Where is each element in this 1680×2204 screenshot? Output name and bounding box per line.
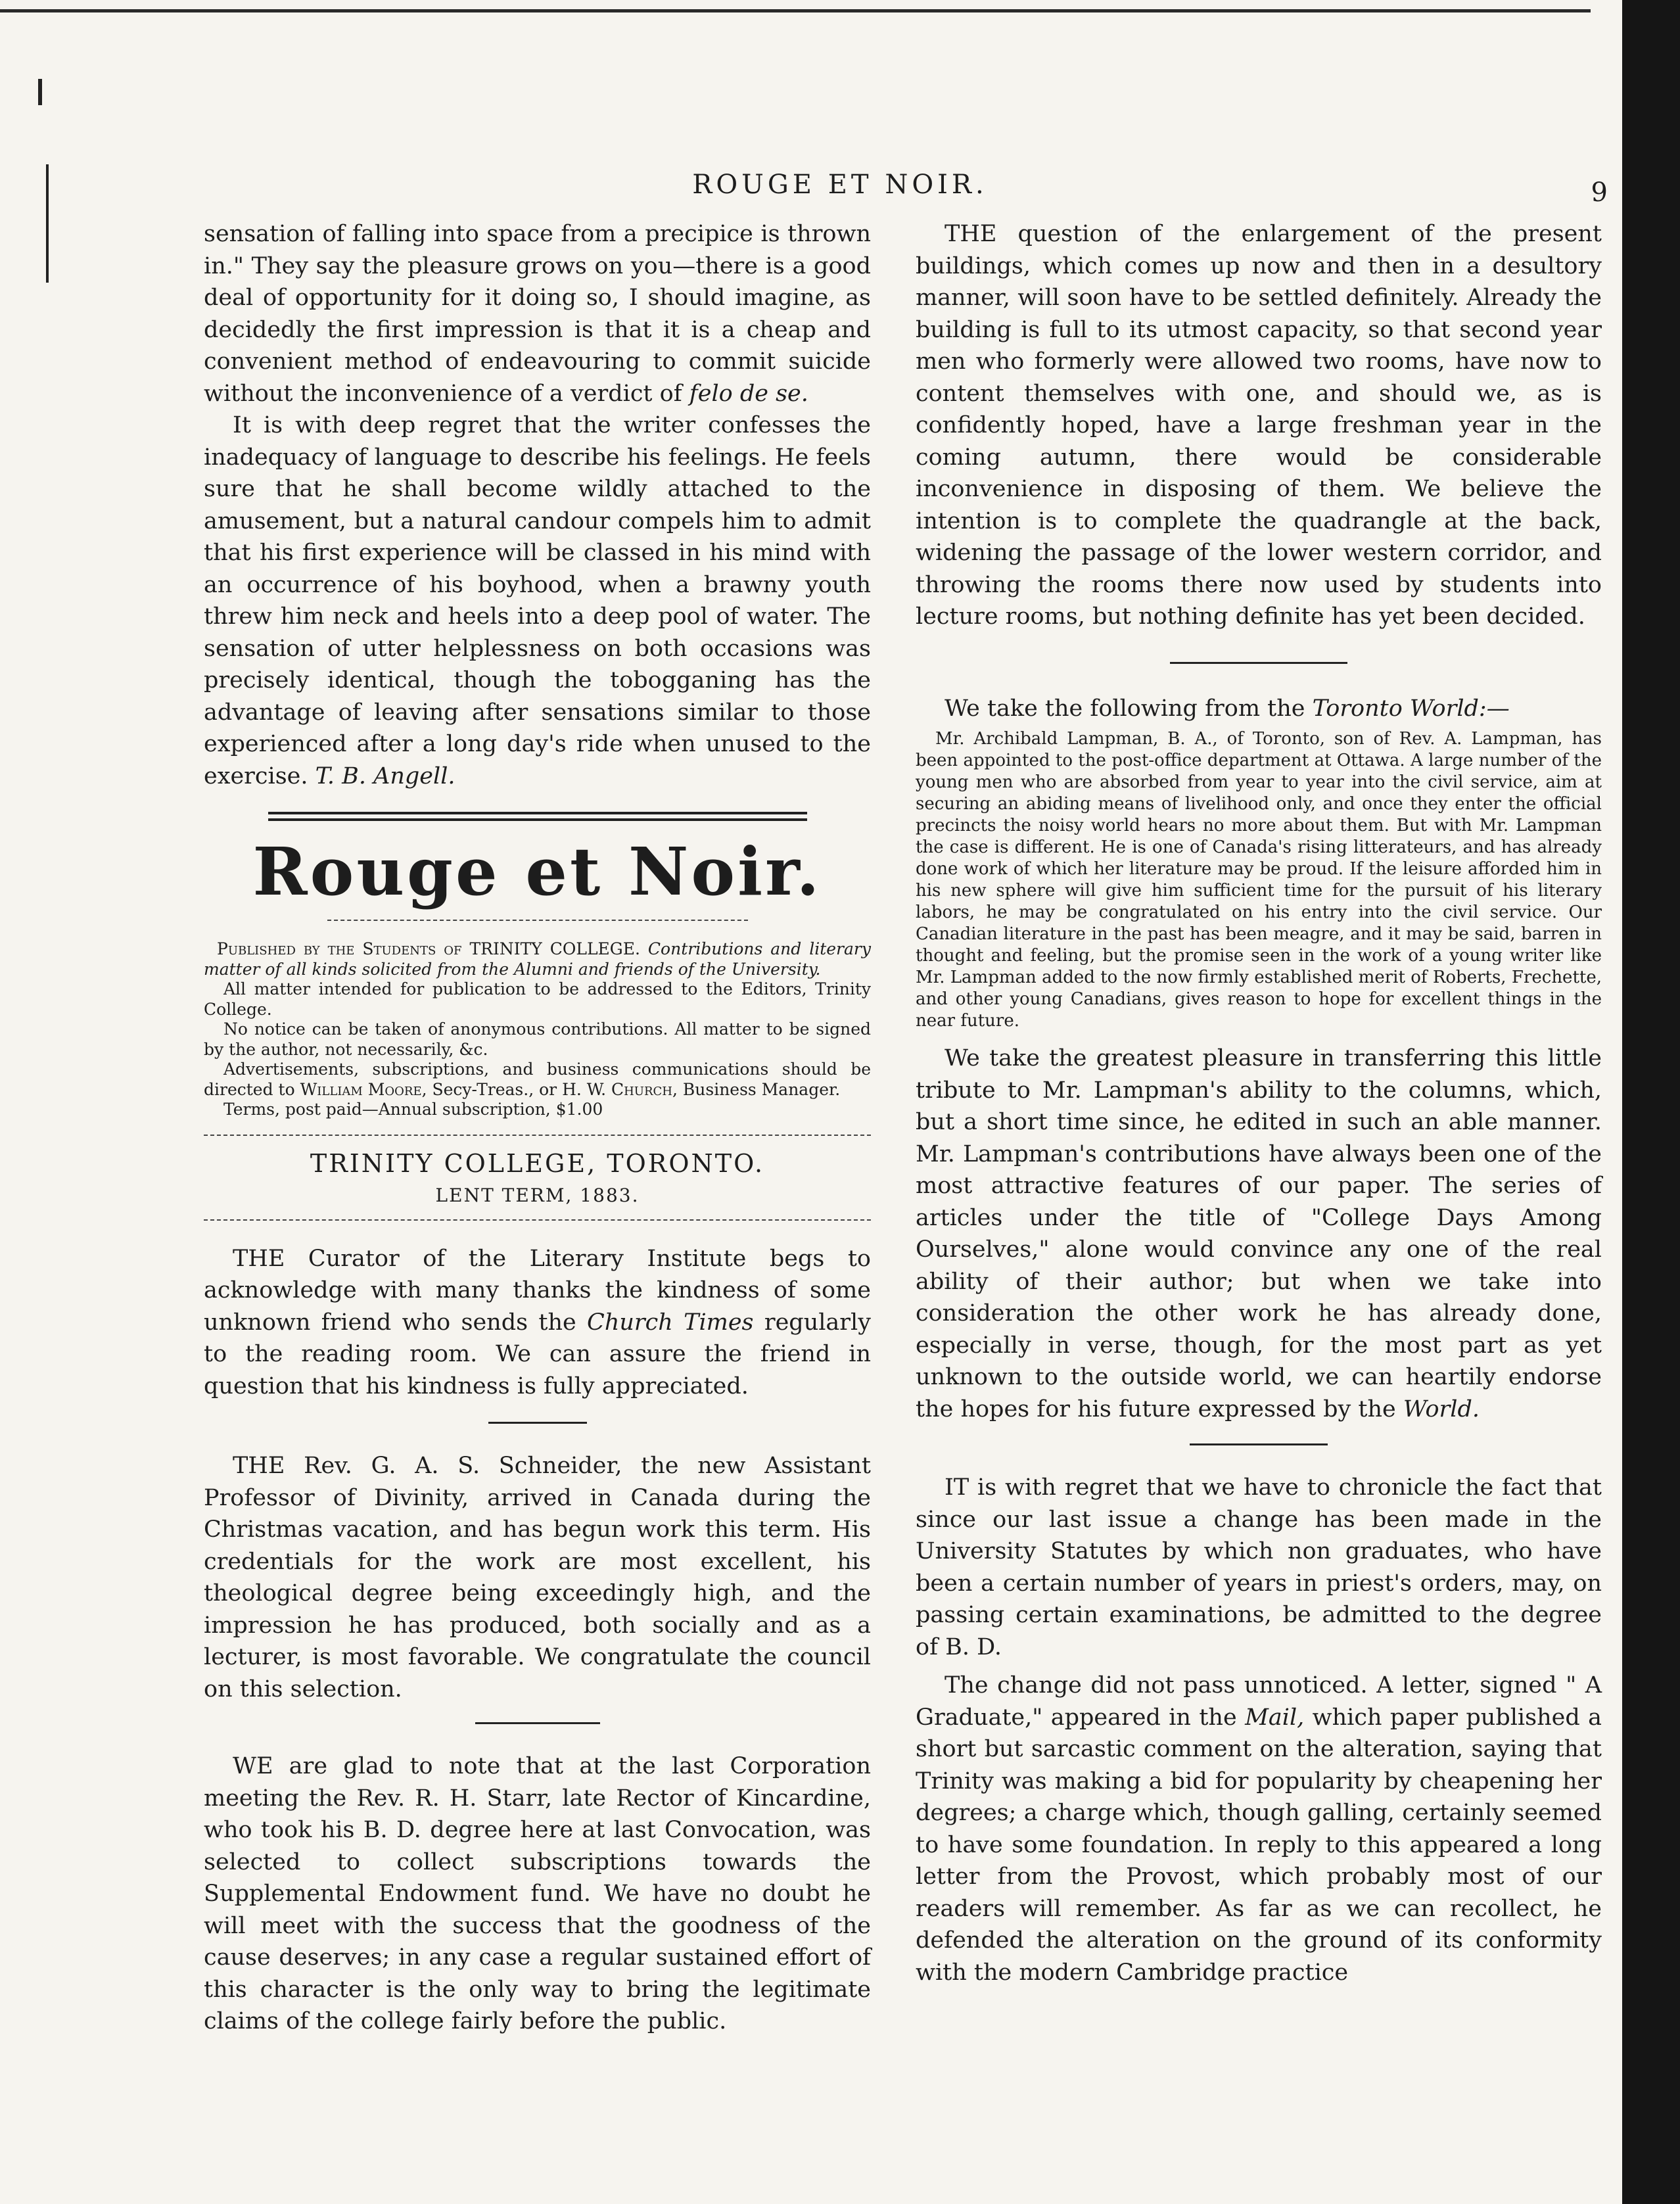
tobogganing-paragraph-2: It is with deep regret that the writer confesses the inadequacy of language to describe his feelings. He feels sure that he shall become wildly attached to the amusement, but a natural candour compels him to admit that his first experience will be classed in his mind with an occurrence of his boyhood, when a brawny youth threw him neck and heels into a deep pool of water. The sensation of utter helplessness on both occasions was precisely identical, though the tobogganing has the advantage of leaving after sensations similar to those experienced after a long day's ride when unused to the exercise. T. B. Angell. (204, 412, 871, 789)
tobogganing-paragraph-1: sensation of falling into space from a precipice is thrown in." They say the pleasure grows on you—there is a good deal of opportunity for it doing so, I should imagine, as decidedly the first impression is that it is a cheap and convenient method of endeavouring to commit suicide without the inconvenience of a verdict of felo de se. (204, 221, 871, 407)
paragraph-divider (1170, 662, 1347, 664)
starr-paragraph: WE are glad to note that at the last Corporation meeting the Rev. R. H. Starr, late Rector of Kincardine, who took his B. D. degree here at last Convocation, was selected to collect subscriptions towards the Supplemental Endowment fund. We have no doubt he will meet with the success that the goodness of the cause deserves; in any case a regular sustained effort of this character is the only way to bring the legitimate claims of the college fairly before the public. (204, 1753, 871, 2034)
term-heading: LENT TERM, 1883. (435, 1184, 640, 1206)
lampman-paragraph: We take the greatest pleasure in transferring this little tribute to Mr. Lampman's ability to the columns, which, but a short time since, he edited in such an able manner. Mr. Lampman's contributions have always been one of the most attractive features of our paper. The series of articles under the title of "College Days Among Ourselves," alone would convince any one of the real ability of their author; but when we take into consideration the other work he has already done, especially in verse, though, for the most part as yet unknown to the outside world, we can heartily endorse the hopes for his future expressed by the World. (916, 1045, 1602, 1422)
change-paragraph: The change did not pass unnoticed. A letter, signed " A Graduate," appeared in the Mail, which paper published a short but sarcastic comment on the alteration, saying that Trinity was making a bid for popularity by cheapening her degrees; a charge which, though galling, certainly seemed to have some foundation. In reply to this appeared a long letter from the Provost, which probably most of our readers will remember. As far as we can recollect, he defended the alteration on the ground of its conformity with the modern Cambridge practice (916, 1672, 1602, 1986)
publication-notice: Published by the Students of TRINITY COLLEGE. Contributions and literary matter of all kinds solicited from the Alumni and friends of the University. (204, 939, 871, 979)
masthead: Rouge et Noir. (252, 833, 822, 910)
schneider-paragraph: THE Rev. G. A. S. Schneider, the new Assistant Professor of Divinity, arrived in Canada during the Christmas vacation, and has begun work this term. His credentials for the work are most excellent, his theological degree being exceedingly high, and the impression he has produced, both socially and as a lecturer, is most favorable. We congratulate the council on this selection. (204, 1453, 871, 1702)
left-column (204, 218, 871, 2038)
college-heading: TRINITY COLLEGE, TORONTO. (310, 1148, 765, 1178)
paragraph-divider (488, 1422, 587, 1424)
editors-notice: All matter intended for publication to be addressed to the Editors, Trinity College. (204, 979, 871, 1019)
business-notice: Advertisements, subscriptions, and business communications should be directed to William Moore, Secy-Treas., or H. W. Church, Business Manager. (204, 1060, 871, 1099)
scan-edge-shadow (1622, 0, 1680, 2204)
anonymous-notice: No notice can be taken of anonymous contributions. All matter to be signed by the author, not necessarily, &c. (204, 1020, 871, 1059)
paragraph-divider (1190, 1443, 1328, 1445)
signature: T. B. Angell. (315, 762, 455, 789)
masthead-rule (327, 920, 748, 921)
term-rule (204, 1219, 871, 1221)
top-border-line (0, 9, 1591, 12)
world-intro: We take the following from the Toronto World:— (945, 695, 1510, 722)
terms-notice: Terms, post paid—Annual subscription, $1.00 (223, 1100, 603, 1119)
margin-mark (38, 79, 42, 105)
section-divider (268, 812, 807, 821)
right-column (916, 218, 1602, 1988)
enlargement-paragraph: THE question of the enlargement of the present buildings, which comes up now and then in a desultory manner, will soon have to be settled definitely. Already the building is full to its utmost capacity, so that second year men who formerly were allowed two rooms, have now to content themselves with one, and should we, as is confidently hoped, have a large freshman year in the coming autumn, there would be considerable inconvenience in disposing of them. We believe the intention is to complete the quadrangle at the back, widening the passage of the lower western corridor, and throwing the rooms there now used by students into lecture rooms, but nothing definite has yet been decided. (916, 221, 1602, 630)
running-head: ROUGE ET NOIR. (692, 170, 988, 200)
world-quotation: Mr. Archibald Lampman, B. A., of Toronto, son of Rev. A. Lampman, has been appointed to the post-office department at Ottawa. A large number of the young men who are absorbed from year to year into the civil service, aim at securing an abiding means of livelihood only, and once they enter the official precincts the noisy world hears no more about them. But with Mr. Lampman the case is different. He is one of Canada's rising litterateurs, and has already done work of which her literature may be proud. If the leisure afforded him in his new sphere will give him sufficient time for the pursuit of his literary labors, he may be congratulated on his entry into the civil service. Our Canadian literature in the past has been meagre, and it may be said, barren in thought and feeling, but the promise seen in the work of a young writer like Mr. Lampman added to the now firmly established merit of Roberts, Frechette, and other young Canadians, gives reason to hope for excellent things in the near future. (916, 729, 1602, 1031)
curator-paragraph: THE Curator of the Literary Institute begs to acknowledge with many thanks the kindness of some unknown friend who sends the Church Times regularly to the reading room. We can assure the friend in question that his kindness is fully appreciated. (204, 1245, 871, 1399)
paragraph-divider (475, 1722, 600, 1724)
notice-rule (204, 1135, 871, 1136)
page-number: 9 (1591, 177, 1608, 208)
statutes-paragraph: IT is with regret that we have to chronicle the fact that since our last issue a change has been made in the University Statutes by which non graduates, who have been a certain number of years in priest's orders, may, on passing certain examinations, be admitted to the degree of B. D. (916, 1474, 1602, 1660)
